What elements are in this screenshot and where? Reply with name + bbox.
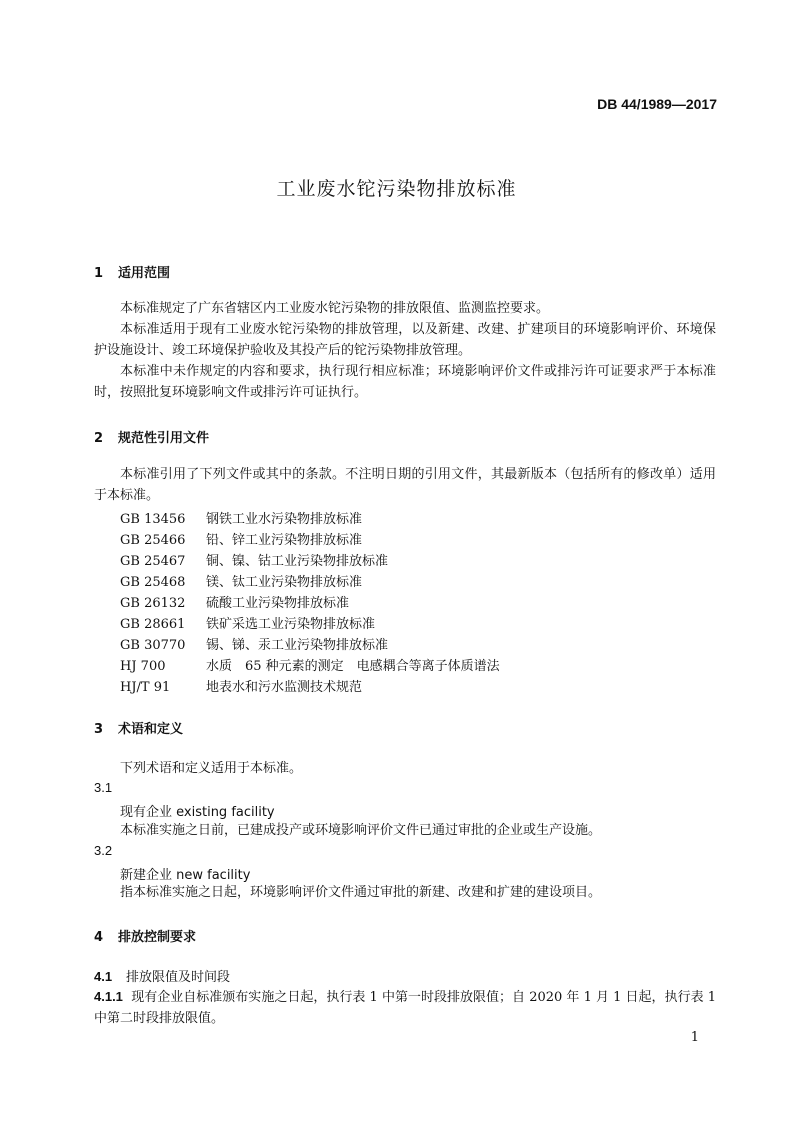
reference-code: GB 25467 [120,554,186,569]
clause-number: 4.1.1 [94,989,123,1004]
term-number: 3.2 [94,843,113,858]
reference-name: 水质 65 种元素的测定 电感耦合等离子体质谱法 [206,659,500,674]
paragraph: 下列术语和定义适用于本标准。 [120,761,303,776]
section-2-heading [94,427,209,446]
reference-code: GB 26132 [120,596,186,611]
reference-code: GB 25468 [120,575,186,590]
section-title: 规范性引用文件 [118,431,210,446]
paragraph: 本标准规定了广东省辖区内工业废水铊污染物的排放限值、监测监控要求。 [120,301,550,316]
reference-item [120,509,500,530]
document-title: 工业废水铊污染物排放标准 [276,178,517,200]
section-title: 术语和定义 [118,722,184,737]
reference-name: 钢铁工业水污染物排放标准 [206,512,363,527]
paragraph: 本标准适用于现有工业废水铊污染物的排放管理，以及新建、改建、扩建项目的环境影响评价、环境保护设施设计、竣工环境保护验收及其投产后的铊污染物排放管理。 [94,322,716,358]
reference-code: HJ 700 [120,659,166,674]
reference-code: HJ/T 91 [120,680,171,695]
section-3-heading [94,718,183,737]
page-number: 1 [690,1030,699,1045]
section-number: 4 [94,930,104,945]
reference-item [120,656,500,677]
standard-code: DB 44/1989—2017 [597,96,717,112]
subsection-title: 排放限值及时间段 [126,970,231,985]
reference-list [120,509,500,698]
section-number: 2 [94,431,104,446]
section-number: 1 [94,266,104,281]
clause-4-1-1 [94,986,716,1029]
section-title: 排放控制要求 [118,930,197,945]
reference-code: GB 25466 [120,533,186,548]
subsection-heading [94,966,230,985]
subsection-number: 4.1 [94,969,113,984]
reference-name: 锡、锑、汞工业污染物排放标准 [206,638,389,653]
reference-item [120,572,500,593]
reference-code: GB 13456 [120,512,186,527]
reference-name: 铜、镍、钴工业污染物排放标准 [206,554,389,569]
reference-code: GB 30770 [120,638,186,653]
reference-name: 硫酸工业污染物排放标准 [206,596,350,611]
reference-item [120,530,500,551]
section-number: 3 [94,722,104,737]
reference-name: 铅、锌工业污染物排放标准 [206,533,363,548]
clause-text: 现有企业自标准颁布实施之日起，执行表 1 中第一时段排放限值；自 2020 年 1 月 1 日起，执行表 1 中第二时段排放限值。 [94,990,717,1026]
section-title: 适用范围 [118,266,171,281]
term-definition: 本标准实施之日前，已建成投产或环境影响评价文件已通过审批的企业或生产设施。 [120,823,602,838]
paragraph: 本标准中未作规定的内容和要求，执行现行相应标准；环境影响评价文件或排污许可证要求严于本标准时，按照批复环境影响文件或排污许可证执行。 [94,364,716,400]
reference-item [120,635,500,656]
section-4-heading [94,926,196,945]
term-name: 新建企业 new facility [120,868,251,883]
section-1-heading [94,262,170,281]
term-definition: 指本标准实施之日起，环境影响评价文件通过审批的新建、改建和扩建的建设项目。 [120,885,602,900]
reference-code: GB 28661 [120,617,186,632]
reference-item [120,551,500,572]
reference-item [120,593,500,614]
reference-item [120,614,500,635]
term-name: 现有企业 existing facility [120,805,275,820]
reference-item [120,677,500,698]
reference-name: 镁、钛工业污染物排放标准 [206,575,363,590]
paragraph: 本标准引用了下列文件或其中的条款。不注明日期的引用文件，其最新版本（包括所有的修改单）适用于本标准。 [94,467,716,503]
term-number: 3.1 [94,780,113,795]
reference-name: 地表水和污水监测技术规范 [206,680,363,695]
reference-name: 铁矿采选工业污染物排放标准 [206,617,376,632]
